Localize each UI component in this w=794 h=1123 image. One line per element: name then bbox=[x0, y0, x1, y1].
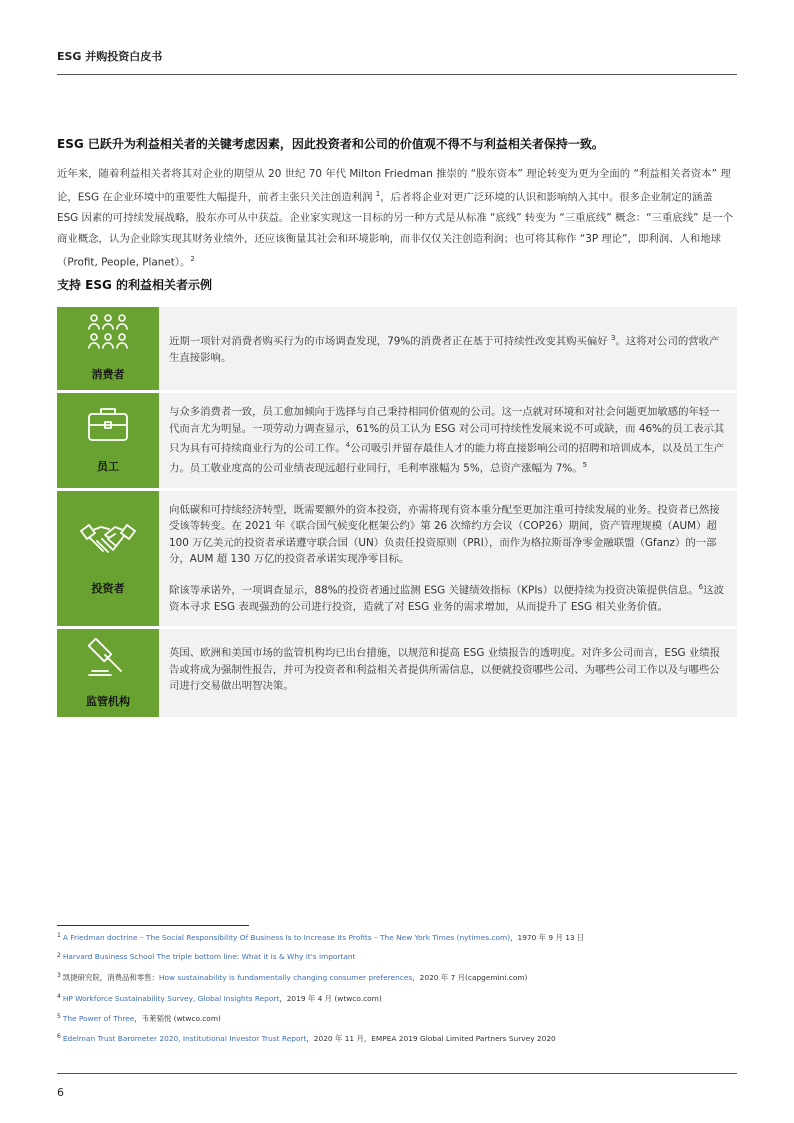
footnote-text: ，2019 年 4 月 (wtwco.com) bbox=[279, 993, 382, 1003]
footnote-divider bbox=[57, 925, 249, 926]
description-text: 向低碳和可持续经济转型，既需要额外的资本投资，亦需将现有资本重分配至更加注重可持续发展的业务。投资者已然接受该等转变。在 2021 年《联合国气候变化框架公约》第 26 次缔约方会议（COP26）期间，资产管理规模（AUM）超 100 万亿美元的投资者承诺遵守联合国（UN）负责任投资原则（PRI），而作为格拉斯哥净零金融联盟（Gfanz）的一部分，AUM 超 130 万亿的投资者承诺实现净零目标。 bbox=[169, 503, 720, 566]
stakeholder-row-employees bbox=[57, 393, 737, 488]
footnotes bbox=[57, 932, 747, 1053]
footnote-ref-2: 2 bbox=[190, 255, 195, 264]
footnote-item bbox=[57, 972, 747, 992]
stakeholder-row-consumers bbox=[57, 307, 737, 390]
footnote-number: 5 bbox=[57, 1012, 61, 1020]
footnote-item bbox=[57, 952, 747, 972]
briefcase-icon bbox=[87, 405, 129, 443]
description-text: 公司吸引并留存最佳人才的能力将直接影响公司的招聘和培训成本，以及员工生产力。员工敬业度高的公司业绩表现远超行业同行，毛利率涨幅为 5%，总资产涨幅为 7%。 bbox=[169, 442, 725, 475]
stakeholder-label: 投资者 bbox=[91, 582, 125, 595]
description-text: 英国、欧洲和美国市场的监管机构均已出台措施，以规范和提高 ESG 业绩报告的透明度。对许多公司而言，ESG 业绩报告或将成为强制性报告，并可为投资者和利益相关者提供所需信息，以便就投资哪些公司、为哪些公司工作以及与哪些公司进行交易做出明智决策。 bbox=[169, 647, 721, 692]
description-text: 除该等承诺外，一项调查显示，88%的投资者通过监测 ESG 关键绩效指标（KPIs）以便持续为投资决策提供信息。 bbox=[169, 584, 699, 597]
footnote-text: ，2020 年 7 月(capgemini.com) bbox=[412, 973, 528, 983]
page-headline: ESG 已跃升为利益相关者的关键考虑因素，因此投资者和公司的价值观不得不与利益相关者保持一致。 bbox=[57, 137, 604, 151]
description-text: 这波资本寻求 ESG 表现强劲的公司进行投资，造就了对 ESG 业务的需求增加，从而提升了 ESG 相关业务价值。 bbox=[169, 584, 724, 613]
page-number: 6 bbox=[57, 1086, 64, 1099]
description-text: 与众多消费者一致，员工愈加倾向于选择与自己秉持相同价值观的公司。这一点就对环境和对社会问题更加敏感的年轻一代而言尤为明显。一项劳动力调查显示，61%的员工认为 ESG 对公司可持续性发展来说不可或缺，而 46%的员工表示其只为具有可持续商业行为的公司工作。 bbox=[169, 406, 725, 455]
running-header: ESG 并购投资白皮书 bbox=[57, 50, 163, 63]
intro-text-1: 近年来，随着利益相关者将其对企业的期望从 20 世纪 70 年代 Milton Friedman 推崇的 “股东资本” 理论转变为更为全面的 “利益相关者资本” 理论，ESG 在企业环境中的重要性大幅提升，前者主张只关注创造利润 bbox=[57, 168, 731, 204]
stakeholder-description bbox=[159, 629, 737, 717]
footnote-item bbox=[57, 1033, 747, 1053]
footnote-text: ，韦莱韬悦 (wtwco.com) bbox=[134, 1013, 221, 1023]
description-text: 近期一项针对消费者购买行为的市场调查发现，79%的消费者正在基于可持续性改变其购买偏好 bbox=[169, 335, 612, 348]
stakeholder-table bbox=[57, 307, 737, 720]
footnote-number: 3 bbox=[57, 972, 61, 980]
footnote-link[interactable]: The Power of Three bbox=[62, 1013, 135, 1023]
footnote-ref-4: 4 bbox=[345, 441, 351, 450]
footnote-link[interactable]: Edelman Trust Barometer 2020, Institutional Investor Trust Report bbox=[62, 1033, 307, 1043]
footer-divider bbox=[57, 1073, 737, 1074]
handshake-icon bbox=[79, 517, 137, 561]
stakeholder-icon-cell bbox=[57, 307, 159, 390]
stakeholder-row-investors bbox=[57, 491, 737, 626]
footnote-link[interactable]: A Friedman doctrine – The Social Responsibility Of Business Is to Increase Its Profits – The New York Times (nytimes.com) bbox=[62, 933, 511, 942]
stakeholder-label: 员工 bbox=[97, 460, 119, 473]
footnote-number: 6 bbox=[57, 1032, 61, 1040]
footnote-item bbox=[57, 993, 747, 1013]
footnote-link[interactable]: HP Workforce Sustainability Survey, Global Insights Report bbox=[62, 993, 280, 1003]
header-divider bbox=[57, 74, 737, 75]
stakeholder-label: 监管机构 bbox=[86, 695, 130, 708]
footnote-text: 凯捷研究院，消费品和零售： bbox=[62, 973, 159, 983]
people-group-icon bbox=[86, 313, 130, 353]
footnote-link[interactable]: Harvard Business School The triple bottom line: What it is & Why it's important bbox=[62, 952, 356, 962]
footnote-link[interactable]: How sustainability is fundamentally changing consumer preferences bbox=[158, 973, 413, 983]
section-title: 支持 ESG 的利益相关者示例 bbox=[57, 278, 213, 292]
stakeholder-description bbox=[159, 393, 737, 488]
footnote-ref-3: 3 bbox=[611, 334, 616, 343]
intro-text-2: ，后者将企业对更广泛环境的认识和影响纳入其中。很多企业制定的涵盖 ESG 因素的可持续发展战略，股东亦可从中获益。企业家实现这一目标的另一种方式是从标准 “底线” 转变为 “三重底线” 概念：“三重底线” 是一个商业概念，认为企业除实现其财务业绩外，还应该衡量其社会和环境影响，而非仅仅关注创造利润；也可将其称作 “3P 理论”，即利润、人和地球（Profit, People, Planet）。 bbox=[57, 191, 733, 269]
description-text: 。这将对公司的营收产生直接影响。 bbox=[169, 335, 720, 365]
footnote-number: 4 bbox=[57, 992, 61, 1000]
footnote-ref-6: 6 bbox=[698, 582, 704, 591]
footnote-text: ，2020 年 11 月，EMPEA 2019 Global Limited Partners Survey 2020 bbox=[306, 1033, 556, 1043]
footnote-item bbox=[57, 1013, 747, 1033]
footnote-ref-1: 1 bbox=[375, 190, 381, 199]
gavel-icon bbox=[85, 635, 131, 679]
stakeholder-icon-cell bbox=[57, 491, 159, 626]
footnote-number: 1 bbox=[57, 932, 61, 939]
intro-paragraph bbox=[57, 164, 737, 273]
stakeholder-icon-cell bbox=[57, 629, 159, 717]
stakeholder-row-regulators bbox=[57, 629, 737, 717]
stakeholder-icon-cell bbox=[57, 393, 159, 488]
stakeholder-description bbox=[159, 307, 737, 390]
footnote-ref-5: 5 bbox=[582, 461, 588, 469]
stakeholder-label: 消费者 bbox=[91, 368, 125, 381]
footnote-text: ，1970 年 9 月 13 日 bbox=[510, 933, 585, 942]
footnote-item bbox=[57, 932, 747, 952]
stakeholder-description bbox=[159, 491, 737, 626]
footnote-number: 2 bbox=[57, 952, 61, 960]
